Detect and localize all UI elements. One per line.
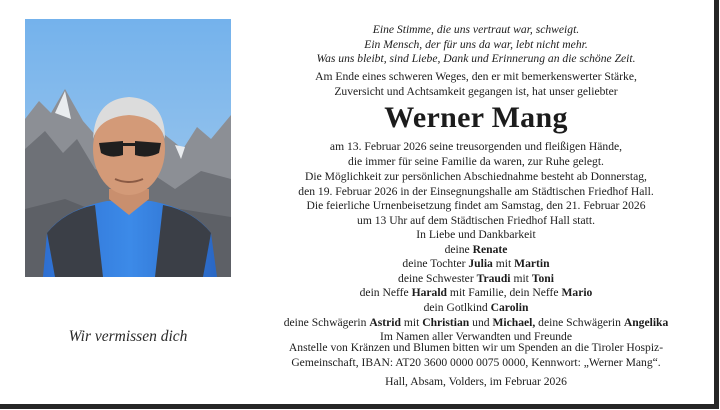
poem-line: Eine Stimme, die uns vertraut war, schweigt. <box>372 23 580 36</box>
mourner-line <box>246 301 706 316</box>
mourner-line <box>246 272 706 287</box>
relation-text: dein Neffe <box>359 286 409 300</box>
donation-line: Gemeinschaft, IBAN: AT20 3600 0000 0075 0000, Kennwort: „Werner Mang“. <box>291 355 661 369</box>
donation-note <box>246 341 706 370</box>
mourner-line <box>246 243 706 258</box>
service-line: Die Möglichkeit zur persönlichen Abschiednahme besteht ab Donnerstag, <box>305 170 647 183</box>
relation-text: dein Gotlkind <box>423 300 488 314</box>
relation-text: mit <box>495 257 512 271</box>
poem <box>246 23 706 67</box>
poem-line: Ein Mensch, der für uns da war, lebt nicht mehr. <box>364 37 588 51</box>
mourner-name: Mario <box>561 286 593 300</box>
photo-caption: Wir vermissen dich <box>68 328 188 345</box>
passing-announcement <box>246 140 706 169</box>
mourner-name: Christian <box>422 315 470 329</box>
intro-line: Zuversicht und Achtsamkeit gegangen ist, hat unser geliebter <box>334 84 618 98</box>
mourner-name: Harald <box>411 286 448 300</box>
relation-text: deine Schwägerin <box>538 315 621 329</box>
service-line: Die feierliche Urnenbeisetzung findet am Samstag, den 21. Februar 2026 <box>306 199 646 213</box>
mourner-line <box>246 257 706 272</box>
passing-line: die immer für seine Familie da waren, zur Ruhe gelegt. <box>348 154 604 168</box>
relation-text: mit Familie, dein Neffe <box>449 286 559 300</box>
intro-line: Am Ende eines schweren Weges, den er mit bemerkenswerter Stärke, <box>315 70 637 83</box>
relation-text: mit <box>513 271 529 285</box>
mourner-name: Renate <box>472 242 508 256</box>
poem-line: Was uns bleibt, sind Liebe, Dank und Erinnerung an die schöne Zeit. <box>316 52 636 66</box>
mourners-opening: In Liebe und Dankbarkeit <box>416 228 536 241</box>
mourner-line <box>246 286 706 301</box>
relation-text: und <box>472 315 490 329</box>
mourner-name: Michael, <box>492 315 536 329</box>
relation-text: deine Tochter <box>402 257 466 271</box>
mourners-list <box>246 228 706 345</box>
mourner-name: Martin <box>514 257 550 271</box>
mourner-name: Traudi <box>476 271 511 285</box>
relation-text: mit <box>403 315 420 329</box>
mourners-closing: Im Namen aller Verwandten und Freunde <box>380 330 572 344</box>
service-line: um 13 Uhr auf dem Städtischen Friedhof Hall statt. <box>357 213 595 227</box>
intro <box>246 70 706 99</box>
mourner-name: Astrid <box>369 315 401 329</box>
service-details <box>246 170 706 228</box>
mourner-name: Julia <box>468 257 493 271</box>
mourner-name: Toni <box>531 271 554 285</box>
mourner-name: Carolin <box>490 300 529 314</box>
passing-line: am 13. Februar 2026 seine treusorgenden und fleißigen Hände, <box>329 140 623 153</box>
donation-line: Anstelle von Kränzen und Blumen bitten wir um Spenden an die Tiroler Hospiz- <box>288 341 664 354</box>
place-and-date: Hall, Absam, Volders, im Februar 2026 <box>385 375 567 388</box>
deceased-name: Werner Mang <box>384 101 568 134</box>
relation-text: deine Schwägerin <box>283 315 367 329</box>
relation-text: deine Schwester <box>398 271 474 285</box>
mourner-line <box>246 316 706 331</box>
service-line: den 19. Februar 2026 in der Einsegnungshalle am Städtischen Friedhof Hall. <box>298 184 654 198</box>
portrait-photo <box>25 19 231 277</box>
relation-text: deine <box>444 242 470 256</box>
mourner-name: Angelika <box>623 315 669 329</box>
